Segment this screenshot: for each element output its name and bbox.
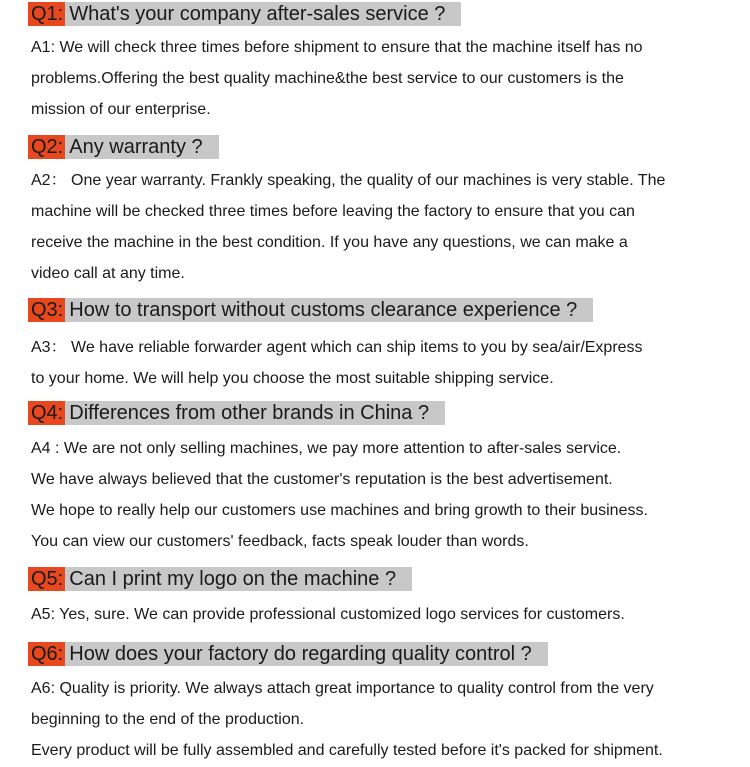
question-text: What's your company after-sales service ? — [65, 2, 461, 26]
answer-line: receive the machine in the best condition. If you have any questions, we can make a — [31, 234, 628, 251]
answer-line: A2： One year warranty. Frankly speaking, the quality of our machines is very stable. The — [31, 172, 666, 189]
question-tag: Q5: — [28, 567, 65, 591]
answer-line: video call at any time. — [31, 265, 185, 282]
answer-line: A3： We have reliable forwarder agent which can ship items to you by sea/air/Express — [31, 339, 643, 356]
answer-line: We have always believed that the customer's reputation is the best advertisement. — [31, 471, 613, 488]
answer-line: mission of our enterprise. — [31, 101, 211, 118]
answer-line: beginning to the end of the production. — [31, 711, 305, 728]
question-text: Can I print my logo on the machine ? — [65, 567, 412, 591]
question-tag: Q2: — [28, 135, 65, 159]
answer-line: You can view our customers' feedback, facts speak louder than words. — [31, 533, 529, 550]
answer-line: Every product will be fully assembled and carefully tested before it's packed for shipment. — [31, 742, 663, 759]
answer-line: A1: We will check three times before shipment to ensure that the machine itself has no — [31, 39, 643, 56]
faq-answer-1 — [31, 32, 731, 125]
faq-question-2 — [28, 135, 219, 159]
faq-answer-6 — [31, 673, 731, 766]
answer-line: A6: Quality is priority. We always attach great importance to quality control from the very — [31, 680, 654, 697]
faq-question-1 — [28, 2, 461, 26]
answer-line: to your home. We will help you choose the most suitable shipping service. — [31, 370, 554, 387]
answer-line: machine will be checked three times before leaving the factory to ensure that you can — [31, 203, 635, 220]
answer-line: A4 : We are not only selling machines, we pay more attention to after-sales service. — [31, 440, 622, 457]
answer-line: problems.Offering the best quality machine&the best service to our customers is the — [31, 70, 624, 87]
faq-question-4 — [28, 401, 445, 425]
question-tag: Q6: — [28, 642, 65, 666]
faq-answer-4 — [31, 433, 731, 557]
question-tag: Q4: — [28, 401, 65, 425]
faq-question-5 — [28, 567, 412, 591]
faq-answer-2 — [31, 165, 731, 289]
faq-answer-3 — [31, 332, 731, 394]
answer-line: A5: Yes, sure. We can provide professional customized logo services for customers. — [31, 606, 625, 623]
question-tag: Q3: — [28, 298, 65, 322]
faq-question-3 — [28, 298, 593, 322]
question-text: Differences from other brands in China ? — [65, 401, 445, 425]
question-text: Any warranty ? — [65, 135, 218, 159]
question-tag: Q1: — [28, 2, 65, 26]
question-text: How does your factory do regarding quality control ? — [65, 642, 547, 666]
answer-line: We hope to really help our customers use machines and bring growth to their business. — [31, 502, 648, 519]
faq-answer-5 — [31, 599, 731, 630]
question-text: How to transport without customs clearance experience ? — [65, 298, 593, 322]
faq-question-6 — [28, 642, 548, 666]
